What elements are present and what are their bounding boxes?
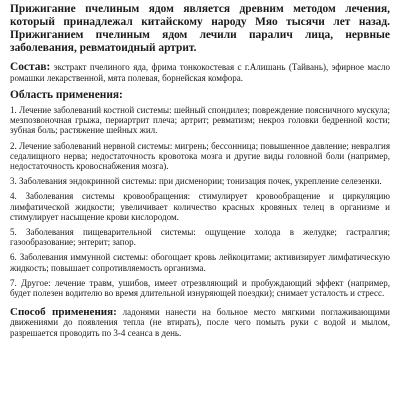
composition-text: экстракт пчелиного яда, фрима тонкокостевая с г.Алишань (Тайвань), эфирное масло ромашки лекарственной, мята полевая, борнейская комфора. xyxy=(10,62,390,83)
application-item: 7. Другое: лечение травм, ушибов, имеет отрезвляющий и пробуждающий эффект (например, будет полезен водителю во время длительной изнуряющей поездки); снимает усталость и стресс. xyxy=(10,277,390,299)
application-item: 2. Лечение заболеваний нервной системы: мигрень; бессонница; повышенное давление; невралгия седалищного нерва; недостаточность кровотока мозга и другие виды головной боли (например, недостаточность кровоснабжения мозга). xyxy=(10,140,390,172)
composition-heading: Состав: xyxy=(10,61,51,73)
application-area-heading: Область применения: xyxy=(10,89,123,101)
intro-paragraph: Прижигание пчелиным ядом является древним методом лечения, который принадлежал китайскому народу Мяо тысячи лет назад. Прижиганием пчелиным ядом лечили паралич лица, нервные заболевания, ревматоидный артрит. xyxy=(10,3,390,54)
application-item: 4. Заболевания системы кровообращения: стимулирует кровообращение и циркуляцию лимфатической жидкости; увеличивает количество красных кровяных телец в организме и стимулирует насыщение крови кислородом. xyxy=(10,191,390,222)
application-item: 5. Заболевания пищеварительной системы: ощущение холода в желудке; гастралгия; газообразование; энтерит; запор. xyxy=(10,227,390,248)
application-item: 1. Лечение заболеваний костной системы: шейный спондилез; повреждение поясничного мускула; мезпозвоночная грыжа, периартрит плеча; артрит; ревматизм; некроз головки бедренной кости; зубная боль; растяжение шейных жил. xyxy=(10,105,390,136)
application-item: 6. Заболевания иммунной системы: обогощает кровь лейкоцитами; активизирует лимфатическую жидкость; повышает сопротивляемость организма. xyxy=(10,252,390,273)
application-item: 3. Заболевания эндокринной системы: при дисменории; тонизация почек, укрепление селезенки. xyxy=(10,176,382,187)
usage-section xyxy=(10,307,390,338)
usage-text: ладонями нанести на больное место мягкими поглаживающими движениями до появления тепла (не втирать), после чего помыть руки с водой и мылом, разрешается проводить по 3-4 сеанса в день. xyxy=(10,307,390,338)
composition-section xyxy=(10,62,390,84)
usage-heading: Способ применения: xyxy=(10,306,117,319)
